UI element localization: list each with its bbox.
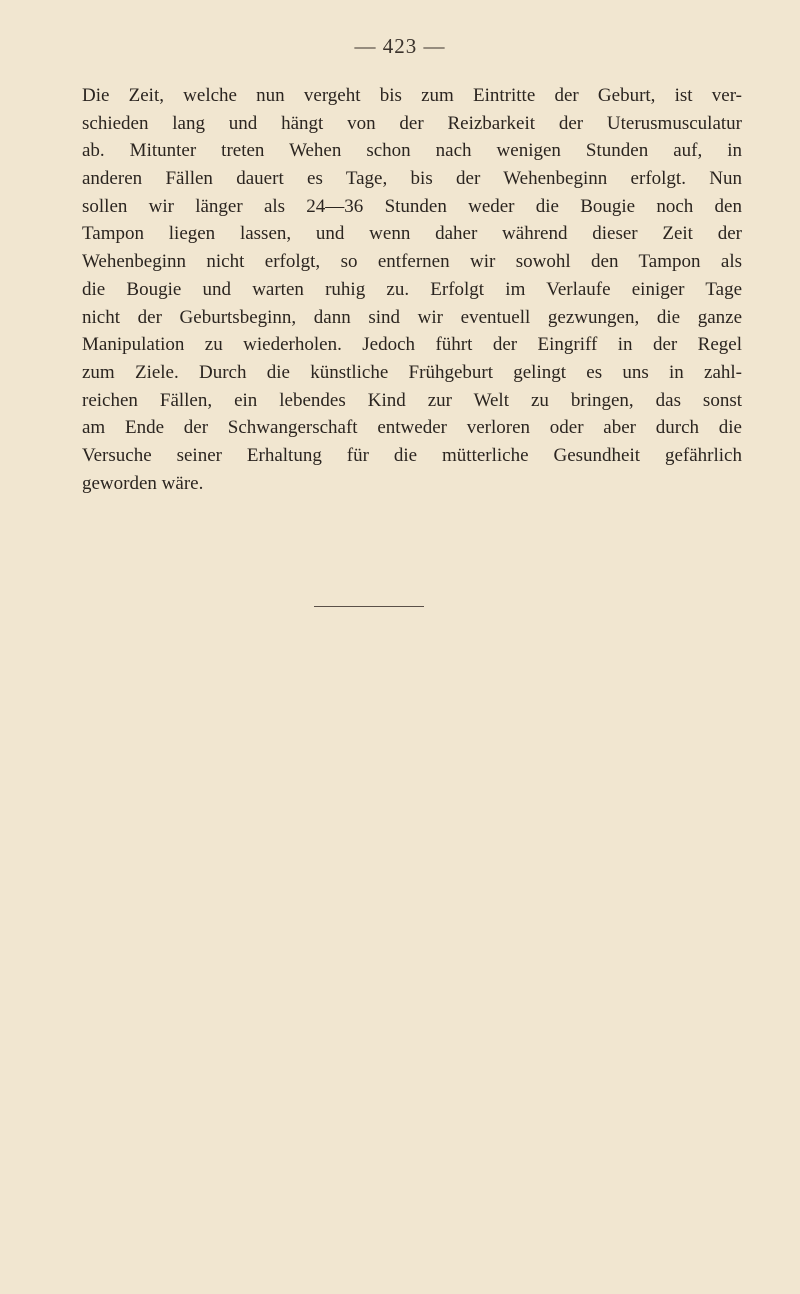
text-line: zum Ziele. Durch die künstliche Frühgeburt gelingt es uns in zahl- [82,361,742,383]
text-line: ab. Mitunter treten Wehen schon nach wenigen Stunden auf, in [82,140,742,162]
text-line: Die Zeit, welche nun vergeht bis zum Eintritte der Geburt, ist ver- [82,85,742,106]
text-line: Manipulation zu wiederholen. Jedoch führt der Eingriff in der Regel [82,334,742,356]
text-line: am Ende der Schwangerschaft entweder verloren oder aber durch die [82,417,742,439]
text-line: die Bougie und warten ruhig zu. Erfolgt im Verlaufe einiger Tage [82,278,742,300]
text-line: Versuche seiner Erhaltung für die mütterliche Gesundheit gefährlich [82,444,742,466]
body-paragraph [82,82,742,497]
text-line: Wehenbeginn nicht erfolgt, so entfernen wir sowohl den Tampon als [82,251,742,273]
text-line: geworden wäre. [82,472,204,494]
text-line: reichen Fällen, ein lebendes Kind zur Welt zu bringen, das sonst [82,389,742,411]
text-line: anderen Fällen dauert es Tage, bis der Wehenbeginn erfolgt. Nun [82,168,742,190]
page-number: — 423 — [354,34,446,58]
text-line: nicht der Geburtsbeginn, dann sind wir eventuell gezwungen, die ganze [82,306,742,328]
section-divider [314,606,424,607]
text-line: schieden lang und hängt von der Reizbarkeit der Uterusmusculatur [82,112,742,134]
text-line: Tampon liegen lassen, und wenn daher während dieser Zeit der [82,223,742,245]
text-line: sollen wir länger als 24—36 Stunden weder die Bougie noch den [82,195,742,217]
